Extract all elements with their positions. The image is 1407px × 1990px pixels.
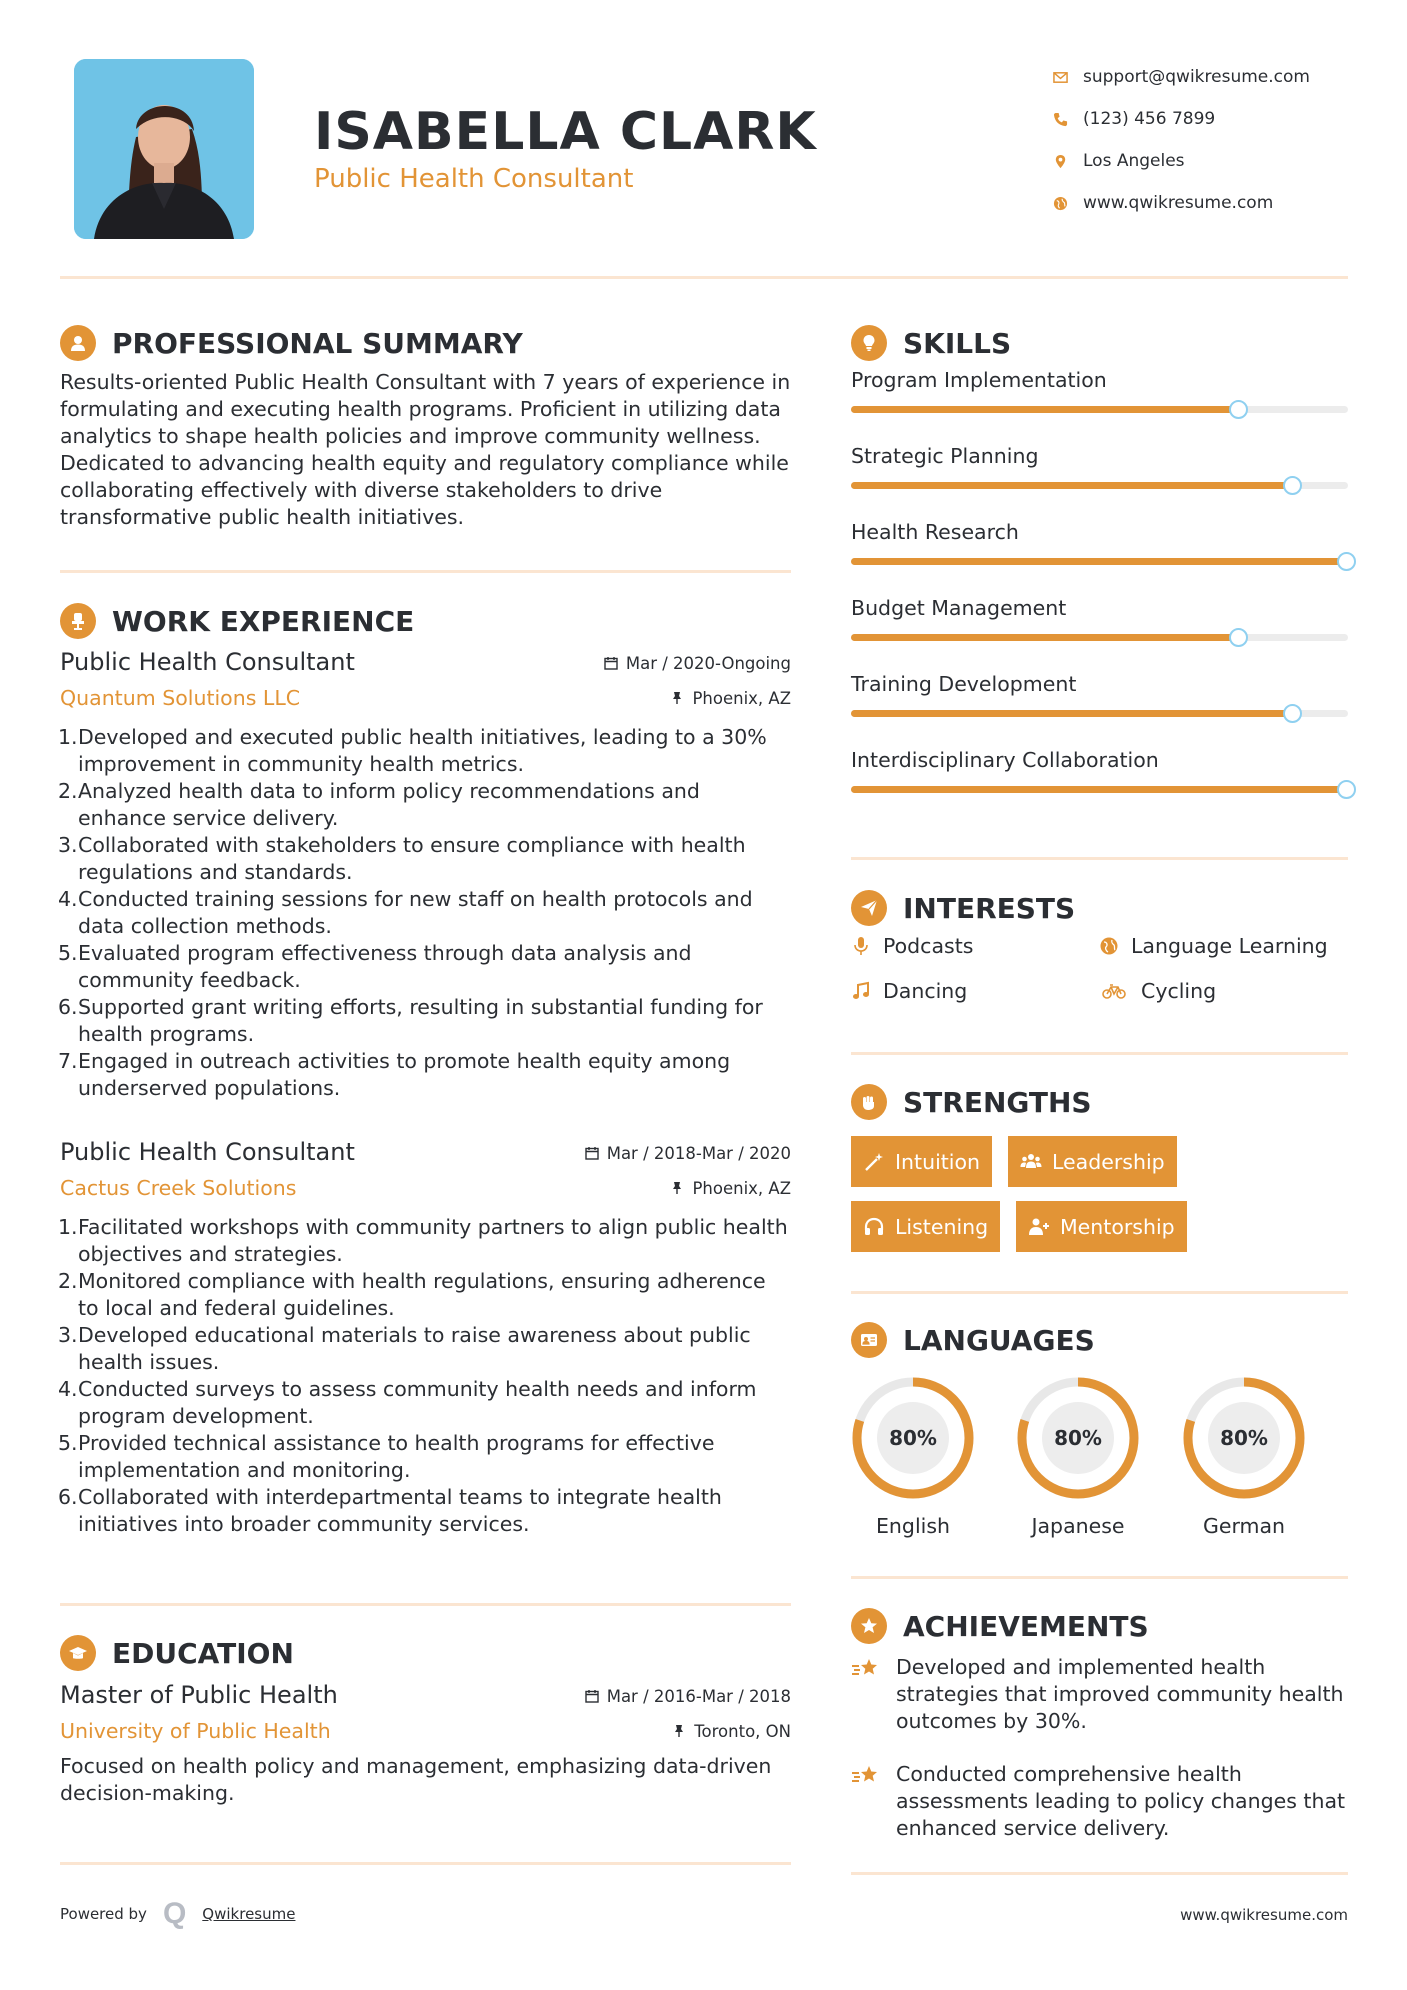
skill-name: Training Development xyxy=(851,672,1077,696)
list-item: 5. Provided technical assistance to health programs for effective implementation and monitoring. xyxy=(58,1431,715,1482)
skill-level-knob xyxy=(1337,780,1356,799)
interest-item xyxy=(851,934,973,958)
skills-section xyxy=(851,325,1348,823)
achievement-text: Developed and implemented health strategies that improved community health outcomes by 30%. xyxy=(896,1655,1344,1733)
job-company: Quantum Solutions LLC xyxy=(60,686,301,710)
envelope-icon xyxy=(1053,70,1083,85)
list-item-text: Provided technical assistance to health programs for effective implementation and monitoring. xyxy=(78,1431,715,1482)
contact-list xyxy=(1053,56,1310,224)
job-company: Cactus Creek Solutions xyxy=(60,1176,297,1200)
contact-location-text: Los Angeles xyxy=(1083,151,1185,171)
id-card-icon xyxy=(851,1322,887,1358)
strength-chip xyxy=(851,1136,992,1187)
section-divider xyxy=(851,1576,1348,1579)
bicycle-icon xyxy=(1099,981,1129,1001)
section-divider xyxy=(60,1862,791,1865)
strength-chip xyxy=(1016,1201,1187,1252)
language-progress-ring xyxy=(1016,1376,1140,1500)
skills-heading xyxy=(851,325,1348,361)
skill-item xyxy=(851,367,1348,443)
section-divider xyxy=(851,1052,1348,1055)
interest-label: Language Learning xyxy=(1131,934,1328,958)
job-entry xyxy=(60,648,791,1102)
job-header xyxy=(60,1138,791,1166)
lightbulb-icon xyxy=(851,325,887,361)
education-degree: Master of Public Health xyxy=(60,1681,338,1709)
skill-level-bar xyxy=(851,634,1348,641)
interest-label: Podcasts xyxy=(883,934,974,958)
strength-label: Leadership xyxy=(1052,1149,1165,1174)
strength-label: Intuition xyxy=(895,1149,981,1174)
globe-icon xyxy=(1053,196,1083,211)
calendar-icon xyxy=(585,1146,599,1160)
powered-by-label: Powered by xyxy=(60,1905,147,1923)
strengths-heading xyxy=(851,1084,1348,1120)
section-divider xyxy=(851,1872,1348,1875)
education-section xyxy=(60,1635,791,1807)
language-name: English xyxy=(875,1514,951,1538)
person-portrait-image xyxy=(74,59,254,239)
experience-title: WORK EXPERIENCE xyxy=(112,604,415,638)
pushpin-icon xyxy=(672,1724,686,1738)
interest-item xyxy=(1099,979,1216,1003)
achievements-title: ACHIEVEMENTS xyxy=(903,1609,1149,1643)
list-item-text: Developed educational materials to raise awareness about public health issues. xyxy=(78,1323,751,1374)
list-item-text: Collaborated with interdepartmental teams to integrate health initiatives into broader community services. xyxy=(78,1485,722,1536)
strength-chip xyxy=(851,1201,1000,1252)
list-item-text: Monitored compliance with health regulations, ensuring adherence to local and federal guidelines. xyxy=(78,1269,766,1320)
education-date xyxy=(585,1687,791,1706)
skill-level-knob xyxy=(1229,400,1248,419)
skill-level-bar xyxy=(851,482,1348,489)
list-item-text: Supported grant writing efforts, resulting in substantial funding for health programs. xyxy=(78,995,763,1046)
skill-level-fill xyxy=(851,558,1348,565)
skill-level-fill xyxy=(851,406,1239,413)
summary-section xyxy=(60,325,791,531)
strength-chip xyxy=(1008,1136,1177,1187)
phone-icon xyxy=(1053,112,1083,127)
candidate-title: Public Health Consultant xyxy=(314,164,634,194)
language-name: Japanese xyxy=(1031,1514,1125,1538)
skill-item xyxy=(851,519,1348,595)
job-subheader xyxy=(60,686,791,710)
education-subheader xyxy=(60,1719,791,1743)
summary-heading xyxy=(60,325,791,361)
music-note-icon xyxy=(851,981,871,1001)
skill-level-bar xyxy=(851,406,1348,413)
map-pin-icon xyxy=(1053,154,1083,169)
job-location xyxy=(670,689,791,708)
education-title: EDUCATION xyxy=(112,1636,294,1670)
languages-heading xyxy=(851,1322,1348,1358)
skill-level-knob xyxy=(1337,552,1356,571)
paper-plane-icon xyxy=(851,890,887,926)
strengths-title: STRENGTHS xyxy=(903,1085,1092,1119)
skill-level-fill xyxy=(851,634,1239,641)
chair-icon xyxy=(60,603,96,639)
interests-heading xyxy=(851,890,1348,926)
job-title: Public Health Consultant xyxy=(60,648,355,676)
skills-list xyxy=(851,367,1348,823)
strength-label: Listening xyxy=(895,1214,989,1239)
job-location-text: Phoenix, AZ xyxy=(692,688,791,708)
job-date-text: Mar / 2020-Ongoing xyxy=(625,653,791,673)
list-item: 5. Evaluated program effectiveness through data analysis and community feedback. xyxy=(58,941,692,992)
contact-website[interactable] xyxy=(1053,182,1310,224)
list-item: 7. Engaged in outreach activities to promote health equity among underserved populations. xyxy=(58,1049,731,1100)
language-item xyxy=(851,1376,975,1538)
list-item: 4. Conducted training sessions for new staff on health protocols and data collection methods. xyxy=(58,887,753,938)
education-location xyxy=(672,1722,791,1741)
skill-item xyxy=(851,443,1348,519)
list-item: 4. Conducted surveys to assess community health needs and inform program development. xyxy=(58,1377,757,1428)
skill-level-bar xyxy=(851,786,1348,793)
education-school: University of Public Health xyxy=(60,1719,331,1743)
job-date-text: Mar / 2018-Mar / 2020 xyxy=(606,1143,791,1163)
skill-level-bar xyxy=(851,710,1348,717)
user-plus-icon xyxy=(1028,1216,1050,1238)
qwikresume-link[interactable]: Qwikresume xyxy=(202,1905,296,1923)
section-divider xyxy=(60,570,791,573)
list-item-text: Conducted surveys to assess community health needs and inform program development. xyxy=(78,1377,757,1428)
job-header xyxy=(60,648,791,676)
graduation-cap-icon xyxy=(60,1635,96,1671)
job-subheader xyxy=(60,1176,791,1200)
education-description: Focused on health policy and management, emphasizing data-driven decision-making. xyxy=(60,1754,772,1805)
pushpin-icon xyxy=(670,1181,684,1195)
job-bullets xyxy=(60,724,791,1102)
interest-item xyxy=(1099,934,1328,958)
microphone-icon xyxy=(851,936,871,956)
language-percent: 80% xyxy=(1220,1426,1268,1450)
calendar-icon xyxy=(585,1689,599,1703)
interest-label: Dancing xyxy=(883,979,968,1003)
achievement-text: Conducted comprehensive health assessments leading to policy changes that enhanced service delivery. xyxy=(896,1762,1346,1840)
experience-section xyxy=(60,603,791,639)
list-item-text: Collaborated with stakeholders to ensure compliance with health regulations and standards. xyxy=(78,833,746,884)
achievements-section xyxy=(851,1608,1348,1848)
qwikresume-logo-icon: Q xyxy=(162,1897,187,1930)
profile-photo xyxy=(74,59,254,239)
shooting-star-icon xyxy=(851,1656,881,1682)
skill-level-knob xyxy=(1229,628,1248,647)
list-item: 3. Developed educational materials to raise awareness about public health issues. xyxy=(58,1323,751,1374)
skills-title: SKILLS xyxy=(903,326,1012,360)
job-date xyxy=(585,1144,791,1163)
strength-label: Mentorship xyxy=(1060,1214,1175,1239)
interests-title: INTERESTS xyxy=(903,891,1076,925)
contact-phone-text: (123) 456 7899 xyxy=(1083,109,1216,129)
language-percent: 80% xyxy=(889,1426,937,1450)
language-percent: 80% xyxy=(1054,1426,1102,1450)
headphones-icon xyxy=(863,1216,885,1238)
education-header xyxy=(60,1681,791,1709)
list-item: 1. Developed and executed public health initiatives, leading to a 30% improvement in community health metrics. xyxy=(58,725,767,776)
skill-name: Interdisciplinary Collaboration xyxy=(851,748,1159,772)
language-name: German xyxy=(1202,1514,1286,1538)
education-date-text: Mar / 2016-Mar / 2018 xyxy=(606,1686,791,1706)
job-date xyxy=(604,654,791,673)
skill-level-fill xyxy=(851,710,1293,717)
user-icon xyxy=(60,325,96,361)
education-location-text: Toronto, ON xyxy=(694,1721,791,1741)
skill-level-bar xyxy=(851,558,1348,565)
skill-item xyxy=(851,671,1348,747)
globe-icon xyxy=(1099,936,1119,956)
contact-email[interactable] xyxy=(1053,56,1310,98)
strengths-section xyxy=(851,1084,1348,1264)
skill-name: Program Implementation xyxy=(851,368,1107,392)
achievement-item xyxy=(851,1654,1348,1735)
skill-level-knob xyxy=(1283,704,1302,723)
pushpin-icon xyxy=(670,691,684,705)
achievements-heading xyxy=(851,1608,1348,1644)
users-icon xyxy=(1020,1151,1042,1173)
skill-name: Strategic Planning xyxy=(851,444,1039,468)
section-divider xyxy=(851,857,1348,860)
skill-name: Health Research xyxy=(851,520,1019,544)
skill-item xyxy=(851,595,1348,671)
language-progress-ring xyxy=(851,1376,975,1500)
skill-level-fill xyxy=(851,786,1348,793)
job-title: Public Health Consultant xyxy=(60,1138,355,1166)
languages-section xyxy=(851,1322,1348,1538)
skill-level-knob xyxy=(1283,476,1302,495)
list-item-text: Analyzed health data to inform policy recommendations and enhance service delivery. xyxy=(78,779,700,830)
experience-heading xyxy=(60,603,791,639)
achievement-item xyxy=(851,1761,1348,1842)
interest-item xyxy=(851,979,967,1003)
interest-label: Cycling xyxy=(1141,979,1217,1003)
list-item: 2. Analyzed health data to inform policy recommendations and enhance service delivery. xyxy=(58,779,700,830)
job-location xyxy=(670,1179,791,1198)
list-item: 3. Collaborated with stakeholders to ensure compliance with health regulations and standards. xyxy=(58,833,746,884)
skill-name: Budget Management xyxy=(851,596,1067,620)
star-badge-icon xyxy=(851,1608,887,1644)
contact-email-text: support@qwikresume.com xyxy=(1083,67,1310,87)
footer-brand xyxy=(60,1897,295,1931)
list-item: 6. Collaborated with interdepartmental teams to integrate health initiatives into broader community services. xyxy=(58,1485,722,1536)
education-heading xyxy=(60,1635,791,1671)
job-bullets xyxy=(60,1214,791,1538)
section-divider xyxy=(60,1603,791,1606)
language-item xyxy=(1182,1376,1306,1538)
list-item-text: Developed and executed public health initiatives, leading to a 30% improvement in community health metrics. xyxy=(78,725,767,776)
shooting-star-icon xyxy=(851,1763,881,1789)
list-item: 1. Facilitated workshops with community partners to align public health objectives and strategies. xyxy=(58,1215,788,1266)
job-location-text: Phoenix, AZ xyxy=(692,1178,791,1198)
list-item: 6. Supported grant writing efforts, resulting in substantial funding for health programs. xyxy=(58,995,763,1046)
language-item xyxy=(1016,1376,1140,1538)
list-item-text: Engaged in outreach activities to promote health equity among underserved populations. xyxy=(78,1049,731,1100)
summary-text: Results-oriented Public Health Consultant with 7 years of experience in formulating and executing health programs. Proficient in utilizing data analytics to shape health policies and improve community wellness. Dedicated to advancing health equity and regulatory compliance while collaborating effectively with diverse stakeholders to drive transformative public health initiatives. xyxy=(60,370,791,529)
skill-level-fill xyxy=(851,482,1293,489)
list-item-text: Facilitated workshops with community partners to align public health objectives and strategies. xyxy=(78,1215,788,1266)
language-progress-ring xyxy=(1182,1376,1306,1500)
languages-title: LANGUAGES xyxy=(903,1323,1095,1357)
magic-wand-icon xyxy=(863,1151,885,1173)
skill-item xyxy=(851,747,1348,823)
fist-icon xyxy=(851,1084,887,1120)
header-divider xyxy=(60,276,1348,279)
list-item-text: Evaluated program effectiveness through data analysis and community feedback. xyxy=(78,941,692,992)
candidate-name: ISABELLA CLARK xyxy=(314,102,817,162)
contact-phone[interactable] xyxy=(1053,98,1310,140)
interests-section xyxy=(851,890,1348,1030)
contact-website-text: www.qwikresume.com xyxy=(1083,193,1274,213)
summary-title: PROFESSIONAL SUMMARY xyxy=(112,326,523,360)
job-entry xyxy=(60,1138,791,1538)
calendar-icon xyxy=(604,656,618,670)
list-item-text: Conducted training sessions for new staff on health protocols and data collection methods. xyxy=(78,887,753,938)
contact-location xyxy=(1053,140,1310,182)
list-item: 2. Monitored compliance with health regulations, ensuring adherence to local and federal guidelines. xyxy=(58,1269,766,1320)
section-divider xyxy=(851,1291,1348,1294)
footer-website[interactable]: www.qwikresume.com xyxy=(1180,1906,1348,1924)
